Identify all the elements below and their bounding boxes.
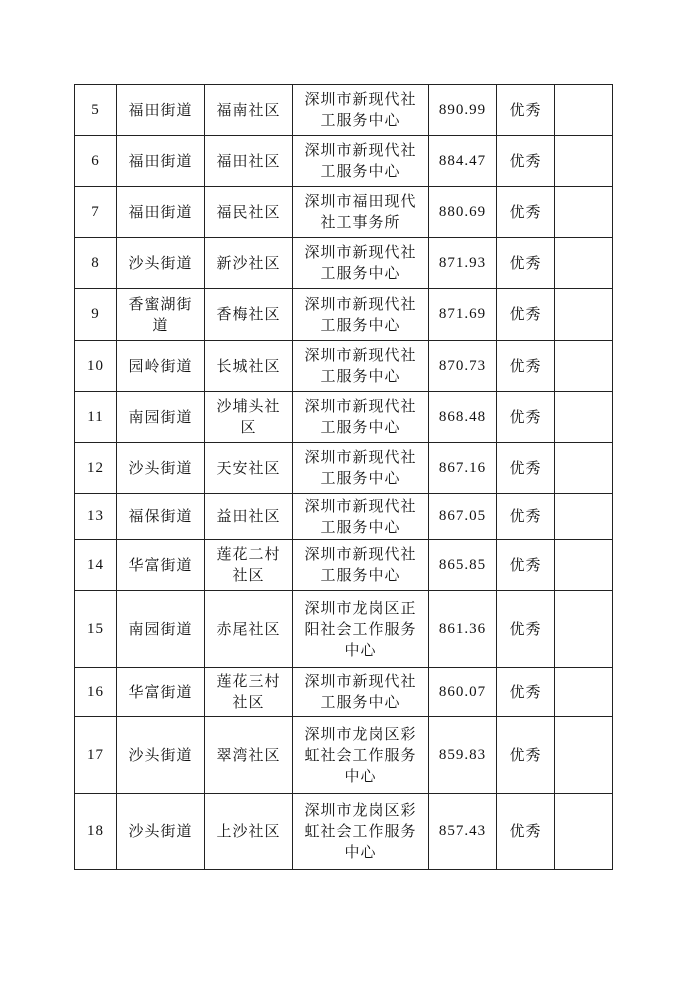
street-cell-text: 福田街道 <box>128 100 193 119</box>
score-cell-text: 884.47 <box>438 152 487 169</box>
organization-cell <box>293 668 429 717</box>
community-cell <box>205 494 293 540</box>
score-cell-text: 859.83 <box>438 746 487 763</box>
score-cell-text: 860.07 <box>438 683 487 700</box>
row-number-text: 7 <box>91 203 100 220</box>
remark-cell <box>555 289 613 341</box>
score-cell-text: 871.93 <box>438 254 487 271</box>
score-cell-text: 870.73 <box>438 357 487 374</box>
community-cell <box>205 238 293 289</box>
grade-cell <box>497 443 555 494</box>
table-row <box>75 717 613 794</box>
community-cell <box>205 392 293 443</box>
remark-cell <box>555 668 613 717</box>
grade-cell-text: 优秀 <box>509 507 542 525</box>
street-cell <box>117 289 205 341</box>
grade-cell-text: 优秀 <box>509 619 542 638</box>
community-cell-text: 沙埔头社区 <box>216 397 281 436</box>
row-number <box>75 591 117 668</box>
community-cell <box>205 591 293 668</box>
community-cell <box>205 794 293 870</box>
organization-cell <box>293 289 429 341</box>
grade-cell <box>497 187 555 238</box>
street-cell <box>117 494 205 540</box>
row-number <box>75 494 117 540</box>
organization-cell <box>293 187 429 238</box>
table-row <box>75 443 613 494</box>
remark-cell <box>555 238 613 289</box>
community-cell-text: 福民社区 <box>216 202 281 221</box>
grade-cell-text: 优秀 <box>509 458 542 477</box>
organization-cell <box>293 540 429 591</box>
grade-cell <box>497 794 555 870</box>
street-cell <box>117 85 205 136</box>
table-row <box>75 392 613 443</box>
street-cell-text: 华富街道 <box>128 555 193 574</box>
score-cell-text: 857.43 <box>438 823 487 839</box>
row-number <box>75 187 117 238</box>
street-cell-text: 沙头街道 <box>128 822 193 840</box>
community-cell <box>205 187 293 238</box>
remark-cell <box>555 341 613 392</box>
row-number-text: 14 <box>87 556 104 573</box>
organization-cell <box>293 238 429 289</box>
grade-cell <box>497 540 555 591</box>
row-number-text: 13 <box>87 508 104 524</box>
organization-cell-text: 深圳市新现代社工服务中心 <box>304 397 417 436</box>
community-cell <box>205 289 293 341</box>
street-cell-text: 华富街道 <box>128 682 193 701</box>
grade-cell <box>497 289 555 341</box>
row-number <box>75 717 117 794</box>
community-cell-text: 上沙社区 <box>216 822 281 840</box>
community-cell-text: 翠湾社区 <box>216 745 281 764</box>
grade-cell-text: 优秀 <box>509 745 542 764</box>
organization-cell <box>293 136 429 187</box>
grade-cell <box>497 591 555 668</box>
organization-cell-text: 深圳市新现代社工服务中心 <box>304 496 417 536</box>
score-cell <box>429 85 497 136</box>
score-cell <box>429 187 497 238</box>
street-cell-text: 沙头街道 <box>128 745 193 764</box>
grade-cell-text: 优秀 <box>509 253 542 272</box>
street-cell-text: 沙头街道 <box>128 253 193 272</box>
street-cell <box>117 443 205 494</box>
community-cell-text: 福田社区 <box>216 151 281 170</box>
table-row <box>75 136 613 187</box>
remark-cell <box>555 794 613 870</box>
row-number-text: 17 <box>87 746 104 763</box>
community-cell <box>205 717 293 794</box>
street-cell <box>117 794 205 870</box>
row-number <box>75 443 117 494</box>
row-number <box>75 136 117 187</box>
street-cell <box>117 136 205 187</box>
community-cell-text: 天安社区 <box>216 458 281 477</box>
community-cell <box>205 668 293 717</box>
organization-cell-text: 深圳市新现代社工服务中心 <box>304 141 417 180</box>
organization-cell-text: 深圳市新现代社工服务中心 <box>304 545 417 584</box>
grade-cell-text: 优秀 <box>509 682 542 701</box>
table-row <box>75 85 613 136</box>
street-cell-text: 沙头街道 <box>128 458 193 477</box>
remark-cell <box>555 591 613 668</box>
street-cell-text: 南园街道 <box>128 619 193 638</box>
street-cell <box>117 717 205 794</box>
table-row <box>75 238 613 289</box>
score-cell <box>429 494 497 540</box>
grade-cell-text: 优秀 <box>509 407 542 426</box>
street-cell-text: 园岭街道 <box>128 356 193 375</box>
organization-cell-text: 深圳市新现代社工服务中心 <box>304 672 417 711</box>
grade-cell <box>497 85 555 136</box>
street-cell <box>117 591 205 668</box>
grade-cell-text: 优秀 <box>509 202 542 221</box>
organization-cell <box>293 85 429 136</box>
score-cell-text: 871.69 <box>438 306 487 322</box>
table-row <box>75 494 613 540</box>
score-cell <box>429 238 497 289</box>
grade-cell-text: 优秀 <box>509 100 542 119</box>
grade-cell-text: 优秀 <box>509 555 542 574</box>
organization-cell <box>293 794 429 870</box>
grade-cell <box>497 494 555 540</box>
score-cell-text: 865.85 <box>438 556 487 573</box>
row-number-text: 12 <box>87 459 104 476</box>
remark-cell <box>555 494 613 540</box>
organization-cell <box>293 494 429 540</box>
street-cell-text: 福田街道 <box>128 202 193 221</box>
grade-cell-text: 优秀 <box>509 356 542 375</box>
score-cell <box>429 540 497 591</box>
row-number-text: 15 <box>87 620 104 637</box>
score-cell <box>429 341 497 392</box>
organization-cell <box>293 591 429 668</box>
row-number-text: 11 <box>87 408 104 425</box>
score-cell <box>429 443 497 494</box>
community-cell-text: 莲花二村社区 <box>216 545 281 584</box>
community-cell <box>205 136 293 187</box>
grade-cell <box>497 392 555 443</box>
row-number <box>75 289 117 341</box>
table-row <box>75 540 613 591</box>
remark-cell <box>555 187 613 238</box>
grade-cell-text: 优秀 <box>509 305 542 323</box>
organization-cell-text: 深圳市福田现代社工事务所 <box>304 192 417 231</box>
score-cell-text: 867.05 <box>438 508 487 524</box>
community-cell-text: 赤尾社区 <box>216 619 281 638</box>
street-cell <box>117 540 205 591</box>
score-cell <box>429 794 497 870</box>
row-number-text: 9 <box>91 306 100 322</box>
organization-cell-text: 深圳市龙岗区彩虹社会工作服务中心 <box>304 801 417 861</box>
remark-cell <box>555 136 613 187</box>
row-number-text: 16 <box>87 683 104 700</box>
row-number-text: 10 <box>87 357 104 374</box>
score-cell <box>429 591 497 668</box>
organization-cell-text: 深圳市新现代社工服务中心 <box>304 448 417 487</box>
street-cell <box>117 668 205 717</box>
community-cell <box>205 341 293 392</box>
street-cell <box>117 187 205 238</box>
community-cell <box>205 85 293 136</box>
remark-cell <box>555 540 613 591</box>
row-number <box>75 238 117 289</box>
table-row <box>75 591 613 668</box>
grade-cell <box>497 717 555 794</box>
remark-cell <box>555 717 613 794</box>
organization-cell-text: 深圳市新现代社工服务中心 <box>304 243 417 282</box>
organization-cell-text: 深圳市新现代社工服务中心 <box>304 294 417 334</box>
community-cell-text: 益田社区 <box>216 507 281 525</box>
remark-cell <box>555 443 613 494</box>
organization-cell-text: 深圳市龙岗区正阳社会工作服务中心 <box>304 598 417 659</box>
organization-cell <box>293 341 429 392</box>
row-number-text: 8 <box>91 254 100 271</box>
community-cell <box>205 540 293 591</box>
score-cell-text: 867.16 <box>438 459 487 476</box>
remark-cell <box>555 392 613 443</box>
table-row <box>75 187 613 238</box>
grade-cell <box>497 238 555 289</box>
score-cell <box>429 668 497 717</box>
row-number <box>75 392 117 443</box>
street-cell <box>117 238 205 289</box>
grade-cell <box>497 341 555 392</box>
remark-cell <box>555 85 613 136</box>
organization-cell-text: 深圳市龙岗区彩虹社会工作服务中心 <box>304 724 417 785</box>
community-cell-text: 新沙社区 <box>216 253 281 272</box>
score-cell-text: 868.48 <box>438 408 487 425</box>
score-cell-text: 890.99 <box>438 101 487 118</box>
organization-cell <box>293 443 429 494</box>
row-number-text: 5 <box>91 101 100 118</box>
grade-cell <box>497 136 555 187</box>
table-row <box>75 289 613 341</box>
grade-cell-text: 优秀 <box>509 822 542 840</box>
street-cell-text: 南园街道 <box>128 407 193 426</box>
score-cell <box>429 289 497 341</box>
row-number <box>75 85 117 136</box>
community-cell-text: 长城社区 <box>216 356 281 375</box>
score-cell-text: 880.69 <box>438 203 487 220</box>
row-number <box>75 341 117 392</box>
organization-cell-text: 深圳市新现代社工服务中心 <box>304 90 417 129</box>
table-body <box>75 85 613 870</box>
street-cell <box>117 392 205 443</box>
row-number <box>75 540 117 591</box>
table-row <box>75 668 613 717</box>
results-table <box>74 84 613 870</box>
table-row <box>75 341 613 392</box>
grade-cell-text: 优秀 <box>509 151 542 170</box>
organization-cell <box>293 717 429 794</box>
street-cell-text: 福田街道 <box>128 151 193 170</box>
street-cell <box>117 341 205 392</box>
street-cell-text: 福保街道 <box>128 507 193 525</box>
score-cell <box>429 136 497 187</box>
community-cell-text: 福南社区 <box>216 100 281 119</box>
table-row <box>75 794 613 870</box>
score-cell <box>429 717 497 794</box>
score-cell-text: 861.36 <box>438 620 487 637</box>
row-number-text: 6 <box>91 152 100 169</box>
community-cell <box>205 443 293 494</box>
score-cell <box>429 392 497 443</box>
organization-cell-text: 深圳市新现代社工服务中心 <box>304 346 417 385</box>
grade-cell <box>497 668 555 717</box>
community-cell-text: 莲花三村社区 <box>216 672 281 711</box>
row-number-text: 18 <box>87 823 104 839</box>
street-cell-text: 香蜜湖街道 <box>128 294 193 334</box>
row-number <box>75 668 117 717</box>
row-number <box>75 794 117 870</box>
community-cell-text: 香梅社区 <box>216 305 281 323</box>
organization-cell <box>293 392 429 443</box>
